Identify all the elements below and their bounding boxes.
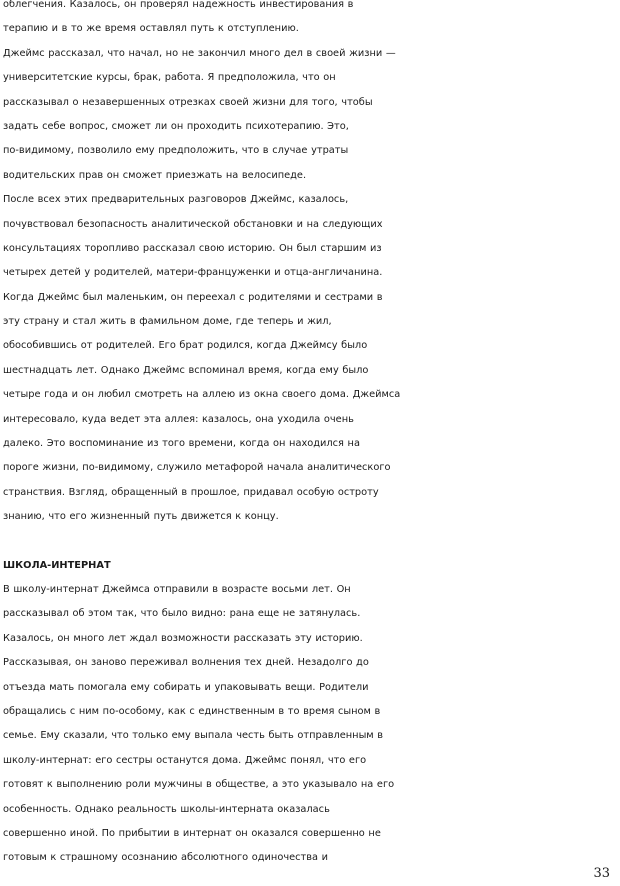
text-line: терапию и в то же время оставлял путь к отступлению. xyxy=(3,23,299,35)
paragraph xyxy=(3,0,620,42)
text-line: по-видимому, позволило ему предположить, что в случае утраты xyxy=(3,145,349,157)
text-line: эту страну и стал жить в фамильном доме, где теперь и жил, xyxy=(3,316,332,328)
text-line: семье. Ему сказали, что только ему выпала честь быть отправленным в xyxy=(3,730,384,742)
section-heading: ШКОЛА-ИНТЕРНАТ xyxy=(3,559,111,571)
text-line: рассказывал о незавершенных отрезках своей жизни для того, чтобы xyxy=(3,96,373,108)
text-line: задать себе вопрос, сможет ли он проходить психотерапию. Это, xyxy=(3,120,349,132)
text-line: странствия. Взгляд, обращенный в прошлое, придавал особую остроту xyxy=(3,486,379,498)
text-line: далеко. Это воспоминание из того времени, когда он находился на xyxy=(3,438,360,450)
text-line: отъезда мать помогала ему собирать и упаковывать вещи. Родители xyxy=(3,681,369,693)
text-line: После всех этих предварительных разговоров Джеймс, казалось, xyxy=(3,194,349,206)
text-line: университетские курсы, брак, работа. Я предположила, что он xyxy=(3,72,336,84)
text-line: интересовало, куда ведет эта аллея: казалось, она уходила очень xyxy=(3,413,354,425)
text-line: обращались с ним по-особому, как с единственным в то время сыном в xyxy=(3,705,381,717)
text-line: облегчения. Казалось, он проверял надежность инвестирования в xyxy=(3,0,354,10)
text-line: знанию, что его жизненный путь движется к концу. xyxy=(3,511,279,523)
body-text xyxy=(3,0,620,871)
text-line: особенность. Однако реальность школы-интерната оказалась xyxy=(3,803,330,815)
text-line: четыре года и он любил смотреть на аллею из окна своего дома. Джеймса xyxy=(3,389,401,401)
paragraph xyxy=(3,188,620,529)
paragraph xyxy=(3,42,620,188)
text-line: школу-интернат: его сестры останутся дома. Джеймс понял, что его xyxy=(3,754,367,766)
text-line: готовят к выполнению роли мужчины в обществе, а это указывало на его xyxy=(3,779,395,791)
paragraph xyxy=(3,578,620,871)
text-line: почувствовал безопасность аналитической обстановки и на следующих xyxy=(3,218,383,230)
page-number: 33 xyxy=(593,866,610,881)
text-line: Казалось, он много лет ждал возможности рассказать эту историю. xyxy=(3,632,363,644)
text-line: готовым к страшному осознанию абсолютного одиночества и xyxy=(3,852,328,864)
text-line: рассказывал об этом так, что было видно: рана еще не затянулась. xyxy=(3,608,361,620)
text-line: Когда Джеймс был маленьким, он переехал с родителями и сестрами в xyxy=(3,291,383,303)
text-line: водительских прав он сможет приезжать на велосипеде. xyxy=(3,169,307,181)
text-line: совершенно иной. По прибытии в интернат он оказался совершенно не xyxy=(3,827,381,839)
text-line: В школу-интернат Джеймса отправили в возрасте восьми лет. Он xyxy=(3,583,351,595)
text-line: Джеймс рассказал, что начал, но не закончил много дел в своей жизни — xyxy=(3,47,396,59)
text-line: шестнадцать лет. Однако Джеймс вспоминал время, когда ему было xyxy=(3,364,369,376)
text-line: пороге жизни, по-видимому, служило метафорой начала аналитического xyxy=(3,462,391,474)
text-line: Рассказывая, он заново переживал волнения тех дней. Незадолго до xyxy=(3,657,369,669)
text-line: консультациях торопливо рассказал свою историю. Он был старшим из xyxy=(3,242,382,254)
section-spacer xyxy=(3,530,620,554)
text-line: обособившись от родителей. Его брат родился, когда Джеймсу было xyxy=(3,340,368,352)
text-line: четырех детей у родителей, матери-француженки и отца-англичанина. xyxy=(3,267,383,279)
